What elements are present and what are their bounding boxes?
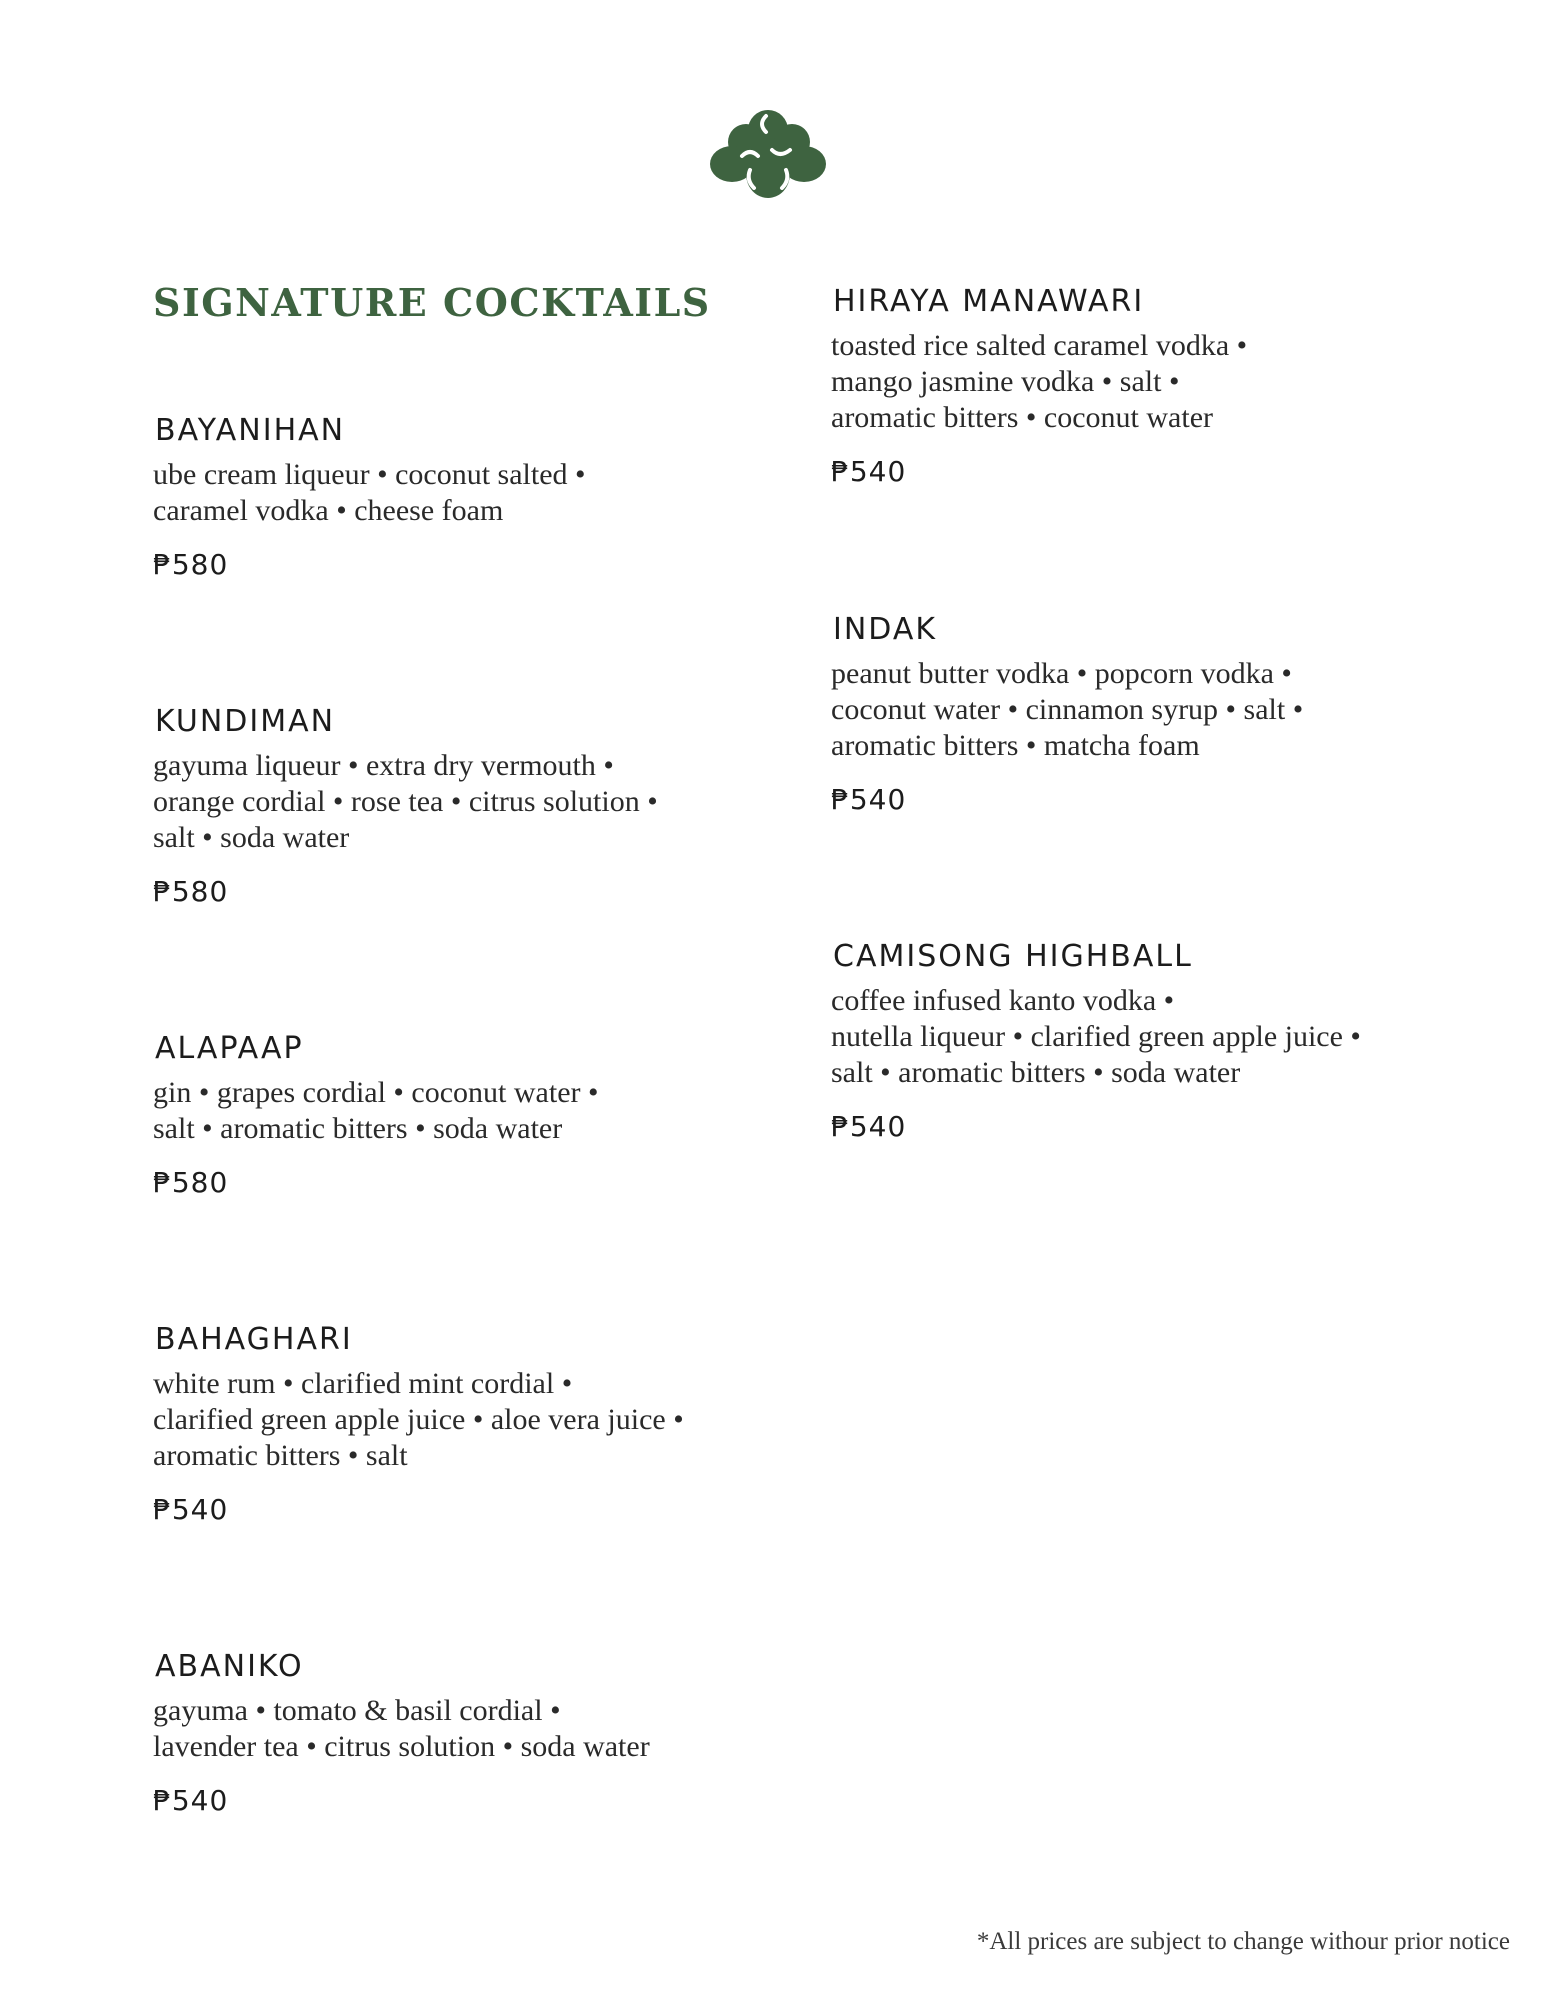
description-line: gayuma • tomato & basil cordial • bbox=[153, 1694, 561, 1727]
description-line: coffee infused kanto vodka • bbox=[831, 984, 1175, 1017]
item-description bbox=[153, 1075, 773, 1147]
menu-item bbox=[153, 1647, 773, 1819]
description-line: salt • soda water bbox=[153, 821, 350, 854]
item-description bbox=[153, 1366, 773, 1474]
description-line: mango jasmine vodka • salt • bbox=[831, 365, 1180, 398]
item-price: ₱540 bbox=[153, 1493, 229, 1526]
item-price: ₱540 bbox=[831, 1110, 907, 1143]
item-price: ₱540 bbox=[153, 1784, 229, 1817]
menu-item bbox=[153, 1029, 773, 1201]
menu-item bbox=[153, 411, 773, 583]
description-line: salt • aromatic bitters • soda water bbox=[153, 1112, 563, 1145]
description-line: nutella liqueur • clarified green apple juice • bbox=[831, 1020, 1361, 1053]
description-line: coconut water • cinnamon syrup • salt • bbox=[831, 693, 1304, 726]
item-name: INDAK bbox=[833, 612, 938, 647]
item-name: CAMISONG HIGHBALL bbox=[833, 939, 1193, 974]
menu-item bbox=[153, 702, 773, 910]
menu-item bbox=[831, 937, 1451, 1145]
description-line: gayuma liqueur • extra dry vermouth • bbox=[153, 749, 614, 782]
section-title: SIGNATURE COCKTAILS bbox=[153, 280, 711, 325]
description-line: aromatic bitters • salt bbox=[153, 1439, 408, 1472]
cloud-logo-icon bbox=[708, 108, 828, 200]
item-name: HIRAYA MANAWARI bbox=[833, 284, 1145, 319]
description-line: caramel vodka • cheese foam bbox=[153, 494, 504, 527]
description-line: salt • aromatic bitters • soda water bbox=[831, 1056, 1241, 1089]
item-price: ₱540 bbox=[831, 783, 907, 816]
item-price: ₱580 bbox=[153, 548, 229, 581]
description-line: ube cream liqueur • coconut salted • bbox=[153, 458, 586, 491]
item-description bbox=[153, 457, 773, 529]
item-description bbox=[153, 1693, 773, 1765]
item-description bbox=[831, 983, 1451, 1091]
menu-item bbox=[153, 1320, 773, 1528]
menu-item bbox=[831, 282, 1451, 490]
item-name: KUNDIMAN bbox=[155, 704, 336, 739]
item-description bbox=[831, 328, 1451, 436]
description-line: toasted rice salted caramel vodka • bbox=[831, 329, 1248, 362]
description-line: orange cordial • rose tea • citrus solution • bbox=[153, 785, 658, 818]
item-name: ALAPAAP bbox=[155, 1031, 304, 1066]
item-description bbox=[831, 656, 1451, 764]
price-disclaimer: *All prices are subject to change withour prior notice bbox=[976, 1928, 1510, 1955]
description-line: lavender tea • citrus solution • soda water bbox=[153, 1730, 650, 1763]
description-line: aromatic bitters • matcha foam bbox=[831, 729, 1200, 762]
description-line: peanut butter vodka • popcorn vodka • bbox=[831, 657, 1292, 690]
item-name: ABANIKO bbox=[155, 1649, 304, 1684]
description-line: clarified green apple juice • aloe vera juice • bbox=[153, 1403, 684, 1436]
item-price: ₱580 bbox=[153, 1166, 229, 1199]
item-price: ₱580 bbox=[153, 875, 229, 908]
description-line: gin • grapes cordial • coconut water • bbox=[153, 1076, 599, 1109]
description-line: aromatic bitters • coconut water bbox=[831, 401, 1214, 434]
menu-item bbox=[831, 610, 1451, 818]
item-name: BAHAGHARI bbox=[155, 1322, 353, 1357]
item-name: BAYANIHAN bbox=[155, 413, 346, 448]
description-line: white rum • clarified mint cordial • bbox=[153, 1367, 573, 1400]
item-price: ₱540 bbox=[831, 455, 907, 488]
item-description bbox=[153, 748, 773, 856]
